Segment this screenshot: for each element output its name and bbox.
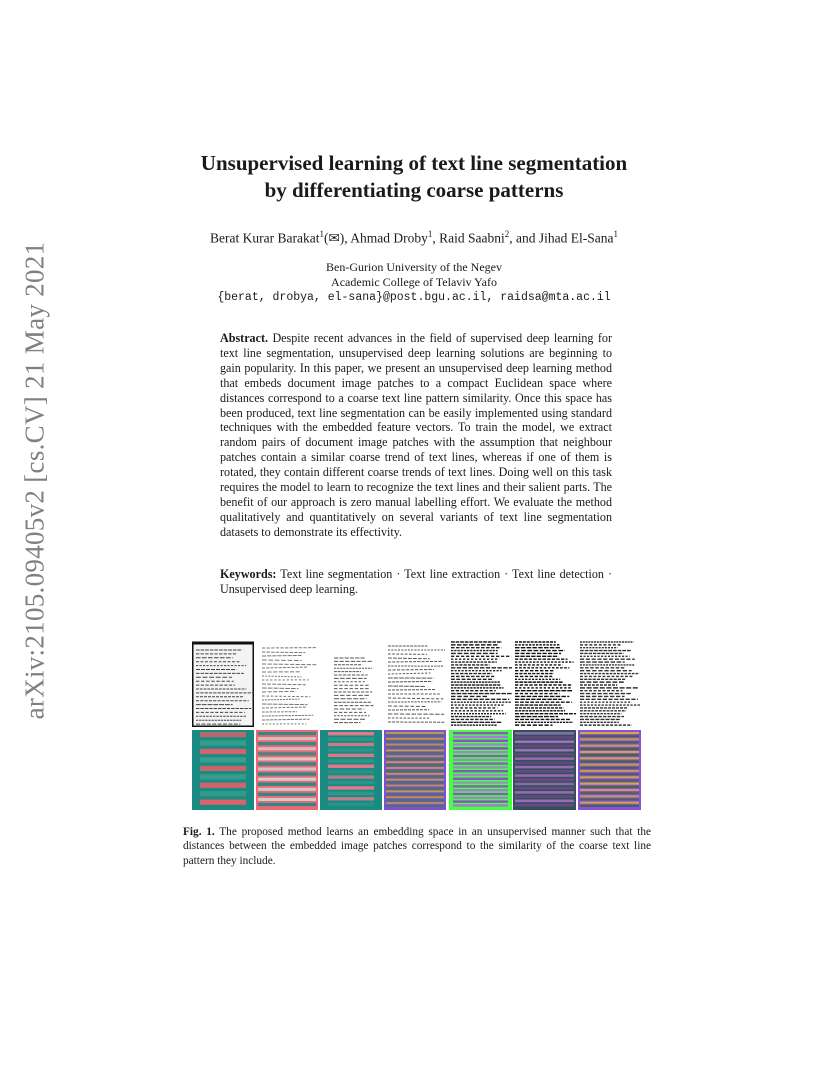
- author-1-suffix: (✉),: [323, 230, 351, 246]
- document-patch-7: [578, 639, 641, 727]
- figure-1: [192, 639, 642, 811]
- embedding-map-2: [256, 730, 318, 810]
- embedding-map-3: [320, 730, 382, 810]
- document-patch-6: [513, 639, 576, 727]
- author-emails: {berat, drobya, el-sana}@post.bgu.ac.il, raidsa@mta.ac.il: [217, 291, 611, 304]
- embedding-map-4: [384, 730, 446, 810]
- paper-title: [150, 150, 678, 204]
- embedding-map-1: [192, 730, 254, 810]
- abstract-text: Despite recent advances in the field of supervised deep learning for text line segmentation, unsupervised deep learning solutions are beginning to gain popularity. In this paper, we present an unsupervised deep learning method that embeds document image patches to a compact Euclidean space where distances correspond to a coarse text line pattern similarity. Once this space has been produced, text line segmentation can be easily implemented using standard techniques with the embedded feature vectors. To train the model, we extract random pairs of document image patches with the assumption that neighbour patches contain a similar coarse trend of text lines, whereas if one of them is rotated, they contain different coarse trends of text lines. Doing well on this task requires the model to learn to recognize the text lines and their salient parts. The benefit of our approach is zero manual labelling effort. We evaluate the method qualitatively and quantitatively on several variants of text line segmentation datasets to demonstrate its effectivity.: [220, 331, 612, 539]
- caption-label: Fig. 1.: [183, 826, 215, 838]
- title-line-1: Unsupervised learning of text line segmentation: [200, 151, 628, 175]
- author-2-affil: 1: [427, 229, 433, 239]
- affiliation-2: Academic College of Telaviv Yafo: [331, 275, 497, 289]
- document-patch-3: [320, 639, 382, 727]
- affiliations: [150, 260, 678, 305]
- document-patch-5: [449, 639, 512, 727]
- author-1: Berat Kurar Barakat: [210, 230, 320, 246]
- document-patch-2: [256, 639, 318, 727]
- author-4-affil: 1: [613, 229, 618, 239]
- author-1-affil: 1: [319, 229, 324, 239]
- embedding-map-6: [513, 730, 576, 810]
- document-patch-4: [384, 639, 446, 727]
- figure-caption: [183, 825, 651, 868]
- author-3: Raid Saabni: [439, 230, 505, 246]
- author-3-suffix: , and: [509, 230, 539, 246]
- keywords-text: Text line segmentation · Text line extraction · Text line detection · Unsupervised deep learning.: [220, 567, 612, 596]
- title-line-2: by differentiating coarse patterns: [264, 178, 564, 202]
- abstract: [220, 331, 612, 540]
- arxiv-identifier: arXiv:2105.09405v2 [cs.CV] 21 May 2021: [19, 241, 50, 719]
- author-2: Ahmad Droby: [350, 230, 428, 246]
- embedding-map-7: [578, 730, 641, 810]
- author-2-suffix: ,: [432, 230, 440, 246]
- embedding-map-5: [449, 730, 512, 810]
- arxiv-side-stamp: [15, 241, 55, 719]
- author-3-affil: 2: [504, 229, 510, 239]
- author-list: [150, 229, 678, 247]
- affiliation-1: Ben-Gurion University of the Negev: [326, 260, 502, 274]
- caption-text: The proposed method learns an embedding space in an unsupervised manner such that the distances between the embedded image patches correspond to the similarity of the coarse text line pattern they include.: [183, 826, 652, 867]
- keywords-label: Keywords:: [220, 567, 277, 581]
- document-patch-1: [192, 639, 254, 727]
- keywords: [220, 567, 612, 597]
- author-4: Jihad El-Sana: [538, 230, 614, 246]
- abstract-label: Abstract.: [220, 331, 269, 345]
